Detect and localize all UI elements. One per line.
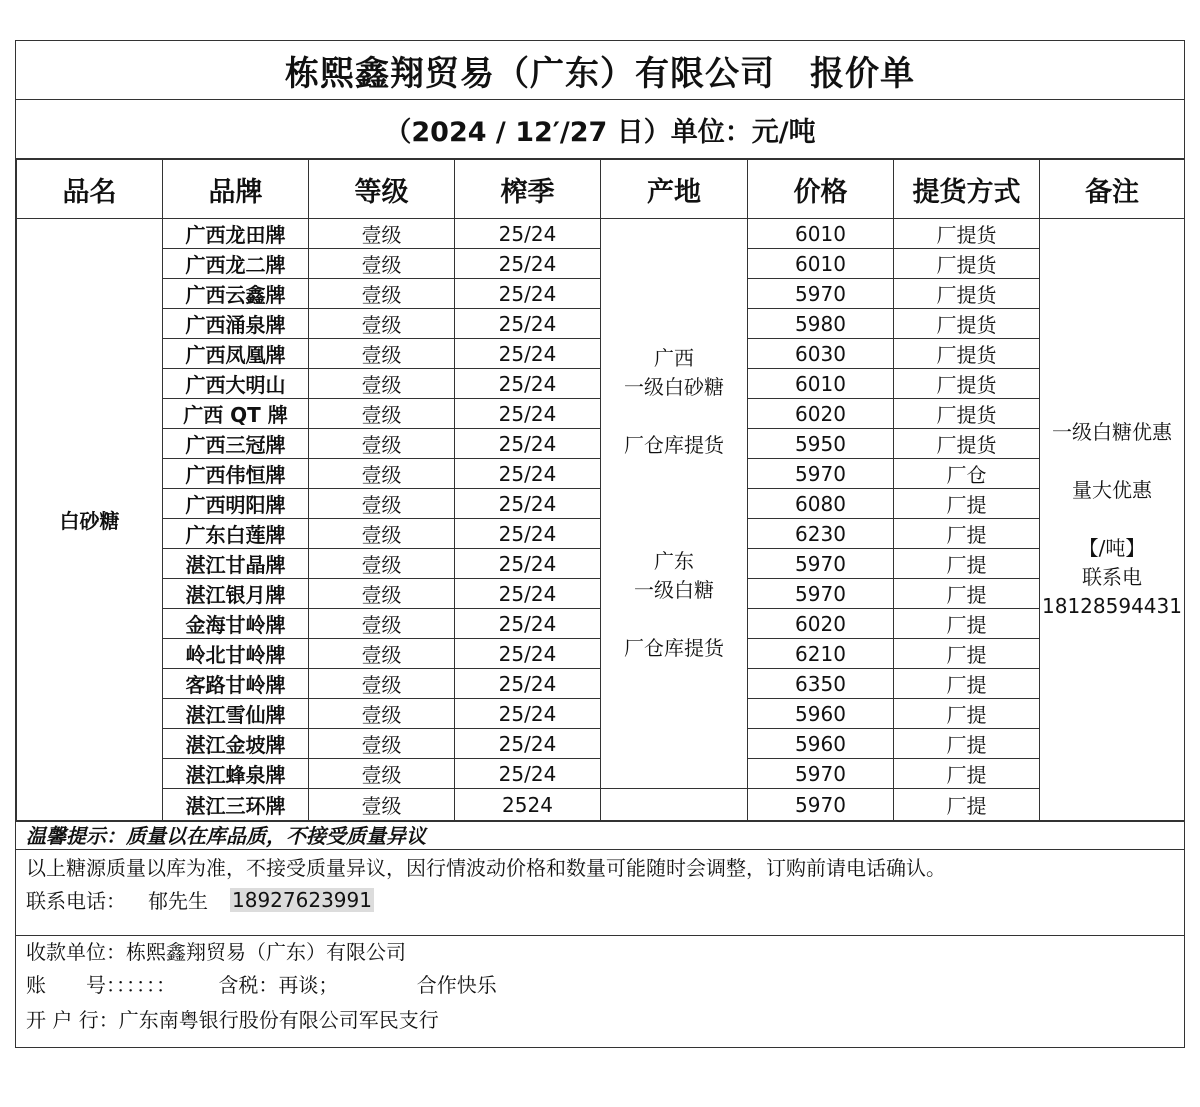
price-cell: 6020 bbox=[748, 399, 894, 429]
season-cell: 25/24 bbox=[455, 249, 601, 279]
brand-cell: 广西明阳牌 bbox=[163, 489, 309, 519]
grade-cell: 壹级 bbox=[309, 309, 455, 339]
pickup-cell: 厂提货 bbox=[894, 249, 1040, 279]
season-cell: 2524 bbox=[455, 789, 601, 821]
price-cell: 5960 bbox=[748, 699, 894, 729]
sheet-title: 栋熙鑫翔贸易（广东）有限公司 报价单 bbox=[16, 41, 1184, 100]
brand-cell: 金海甘岭牌 bbox=[163, 609, 309, 639]
season-cell: 25/24 bbox=[455, 309, 601, 339]
pickup-cell: 厂提货 bbox=[894, 219, 1040, 249]
bank-line: 开 户 行：广东南粤银行股份有限公司军民支行 bbox=[26, 1008, 439, 1032]
account-line bbox=[26, 969, 497, 998]
price-cell: 6010 bbox=[748, 219, 894, 249]
header-grade: 等级 bbox=[309, 160, 455, 219]
price-cell: 6350 bbox=[748, 669, 894, 699]
brand-cell: 广西龙二牌 bbox=[163, 249, 309, 279]
brand-cell: 广西三冠牌 bbox=[163, 429, 309, 459]
grade-cell: 壹级 bbox=[309, 279, 455, 309]
price-cell: 5960 bbox=[748, 729, 894, 759]
grade-cell: 壹级 bbox=[309, 369, 455, 399]
payment-section bbox=[16, 936, 1184, 1046]
grade-cell: 壹级 bbox=[309, 219, 455, 249]
season-cell: 25/24 bbox=[455, 459, 601, 489]
header-origin: 产地 bbox=[601, 160, 748, 219]
season-cell: 25/24 bbox=[455, 759, 601, 789]
season-cell: 25/24 bbox=[455, 279, 601, 309]
origin-gap bbox=[601, 460, 747, 518]
pickup-cell: 厂提 bbox=[894, 609, 1040, 639]
brand-cell: 广西 QT 牌 bbox=[163, 399, 309, 429]
origin-gap bbox=[601, 518, 747, 547]
grade-cell: 壹级 bbox=[309, 639, 455, 669]
origin-gx-pickup: 厂仓库提货 bbox=[624, 433, 724, 457]
price-cell: 5970 bbox=[748, 759, 894, 789]
price-cell: 6010 bbox=[748, 369, 894, 399]
table-row bbox=[17, 219, 1185, 249]
remark-gap bbox=[1040, 447, 1184, 476]
grade-cell: 壹级 bbox=[309, 759, 455, 789]
price-table bbox=[16, 159, 1185, 821]
brand-cell: 广西凤凰牌 bbox=[163, 339, 309, 369]
price-cell: 6020 bbox=[748, 609, 894, 639]
account-label: 账 号：：：：：： bbox=[26, 973, 176, 997]
origin-cell bbox=[601, 219, 748, 789]
pickup-cell: 厂提 bbox=[894, 519, 1040, 549]
brand-cell: 湛江金坡牌 bbox=[163, 729, 309, 759]
pickup-cell: 厂提货 bbox=[894, 279, 1040, 309]
price-cell: 5970 bbox=[748, 279, 894, 309]
brand-cell: 广西云鑫牌 bbox=[163, 279, 309, 309]
brand-cell: 客路甘岭牌 bbox=[163, 669, 309, 699]
season-cell: 25/24 bbox=[455, 399, 601, 429]
brand-cell: 湛江银月牌 bbox=[163, 579, 309, 609]
contact-name: 郁先生 bbox=[148, 889, 208, 913]
header-season: 榨季 bbox=[455, 160, 601, 219]
header-product: 品名 bbox=[17, 160, 163, 219]
tax-note: 含税：再谈； bbox=[218, 973, 339, 997]
pickup-cell: 厂仓 bbox=[894, 459, 1040, 489]
grade-cell: 壹级 bbox=[309, 459, 455, 489]
remark-line: 一级白糖优惠 bbox=[1052, 420, 1172, 444]
brand-cell: 湛江甘晶牌 bbox=[163, 549, 309, 579]
pickup-cell: 厂提货 bbox=[894, 369, 1040, 399]
season-cell: 25/24 bbox=[455, 639, 601, 669]
brand-cell: 广西涌泉牌 bbox=[163, 309, 309, 339]
quality-note: 以上糖源质量以库为准，不接受质量异议，因行情波动价格和数量可能随时会调整，订购前请电话确认。 bbox=[26, 856, 946, 880]
pickup-cell: 厂提货 bbox=[894, 309, 1040, 339]
header-remarks: 备注 bbox=[1040, 160, 1185, 219]
grade-cell: 壹级 bbox=[309, 489, 455, 519]
brand-cell: 岭北甘岭牌 bbox=[163, 639, 309, 669]
price-cell: 5970 bbox=[748, 789, 894, 821]
pickup-cell: 厂提货 bbox=[894, 399, 1040, 429]
season-cell: 25/24 bbox=[455, 489, 601, 519]
contact-line bbox=[26, 885, 374, 914]
season-cell: 25/24 bbox=[455, 669, 601, 699]
price-cell: 6230 bbox=[748, 519, 894, 549]
season-cell: 25/24 bbox=[455, 369, 601, 399]
origin-gap bbox=[601, 605, 747, 634]
grade-cell: 壹级 bbox=[309, 249, 455, 279]
origin-gd-pickup: 厂仓库提货 bbox=[624, 636, 724, 660]
remark-line: 【/吨】 bbox=[1078, 536, 1146, 560]
origin-gd-desc: 一级白糖 bbox=[634, 578, 714, 602]
pickup-cell: 厂提 bbox=[894, 669, 1040, 699]
origin-gd-region: 广东 bbox=[654, 549, 694, 573]
season-cell: 25/24 bbox=[455, 579, 601, 609]
price-cell: 5970 bbox=[748, 549, 894, 579]
season-cell: 25/24 bbox=[455, 339, 601, 369]
pickup-cell: 厂提 bbox=[894, 789, 1040, 821]
remark-phone: 18128594431 bbox=[1042, 594, 1182, 618]
slogan: 合作快乐 bbox=[416, 973, 497, 997]
quotation-sheet bbox=[15, 40, 1185, 1048]
season-cell: 25/24 bbox=[455, 549, 601, 579]
grade-cell: 壹级 bbox=[309, 399, 455, 429]
table-row bbox=[17, 789, 1185, 821]
grade-cell: 壹级 bbox=[309, 699, 455, 729]
season-cell: 25/24 bbox=[455, 699, 601, 729]
sheet-subtitle: （2024 / 12′/27 日）单位：元/吨 bbox=[16, 100, 1184, 159]
grade-cell: 壹级 bbox=[309, 669, 455, 699]
grade-cell: 壹级 bbox=[309, 549, 455, 579]
info-section bbox=[16, 850, 1184, 936]
grade-cell: 壹级 bbox=[309, 609, 455, 639]
remark-line: 量大优惠 bbox=[1072, 478, 1152, 502]
grade-cell: 壹级 bbox=[309, 519, 455, 549]
header-row bbox=[17, 160, 1185, 219]
origin-empty-cell bbox=[601, 789, 748, 821]
pickup-cell: 厂提货 bbox=[894, 339, 1040, 369]
season-cell: 25/24 bbox=[455, 609, 601, 639]
season-cell: 25/24 bbox=[455, 429, 601, 459]
remark-gap bbox=[1040, 505, 1184, 534]
price-cell: 6210 bbox=[748, 639, 894, 669]
payee-line: 收款单位：栋熙鑫翔贸易（广东）有限公司 bbox=[26, 940, 406, 964]
remarks-cell bbox=[1040, 219, 1185, 821]
product-name-cell: 白砂糖 bbox=[17, 219, 163, 821]
grade-cell: 壹级 bbox=[309, 429, 455, 459]
pickup-cell: 厂提 bbox=[894, 759, 1040, 789]
grade-cell: 壹级 bbox=[309, 339, 455, 369]
brand-cell: 广西大明山 bbox=[163, 369, 309, 399]
pickup-cell: 厂提 bbox=[894, 729, 1040, 759]
remark-line: 联系电 bbox=[1082, 565, 1142, 589]
price-cell: 5980 bbox=[748, 309, 894, 339]
warm-notice: 温馨提示：质量以在库品质，不接受质量异议 bbox=[16, 821, 1184, 850]
header-price: 价格 bbox=[748, 160, 894, 219]
brand-cell: 湛江蜂泉牌 bbox=[163, 759, 309, 789]
brand-cell: 广西龙田牌 bbox=[163, 219, 309, 249]
header-pickup: 提货方式 bbox=[894, 160, 1040, 219]
brand-cell: 湛江雪仙牌 bbox=[163, 699, 309, 729]
brand-cell: 广东白莲牌 bbox=[163, 519, 309, 549]
pickup-cell: 厂提货 bbox=[894, 429, 1040, 459]
pickup-cell: 厂提 bbox=[894, 489, 1040, 519]
origin-gx-region: 广西 bbox=[654, 346, 694, 370]
price-cell: 5950 bbox=[748, 429, 894, 459]
pickup-cell: 厂提 bbox=[894, 579, 1040, 609]
pickup-cell: 厂提 bbox=[894, 639, 1040, 669]
contact-label: 联系电话： bbox=[26, 889, 126, 913]
grade-cell: 壹级 bbox=[309, 729, 455, 759]
price-cell: 6080 bbox=[748, 489, 894, 519]
origin-gap bbox=[601, 402, 747, 431]
contact-phone[interactable]: 18927623991 bbox=[232, 887, 372, 912]
season-cell: 25/24 bbox=[455, 519, 601, 549]
grade-cell: 壹级 bbox=[309, 789, 455, 821]
price-cell: 5970 bbox=[748, 579, 894, 609]
pickup-cell: 厂提 bbox=[894, 699, 1040, 729]
season-cell: 25/24 bbox=[455, 729, 601, 759]
brand-cell: 广西伟恒牌 bbox=[163, 459, 309, 489]
grade-cell: 壹级 bbox=[309, 579, 455, 609]
header-brand: 品牌 bbox=[163, 160, 309, 219]
price-cell: 6010 bbox=[748, 249, 894, 279]
brand-cell: 湛江三环牌 bbox=[163, 789, 309, 821]
origin-gx-desc: 一级白砂糖 bbox=[624, 375, 724, 399]
price-cell: 6030 bbox=[748, 339, 894, 369]
price-cell: 5970 bbox=[748, 459, 894, 489]
pickup-cell: 厂提 bbox=[894, 549, 1040, 579]
season-cell: 25/24 bbox=[455, 219, 601, 249]
